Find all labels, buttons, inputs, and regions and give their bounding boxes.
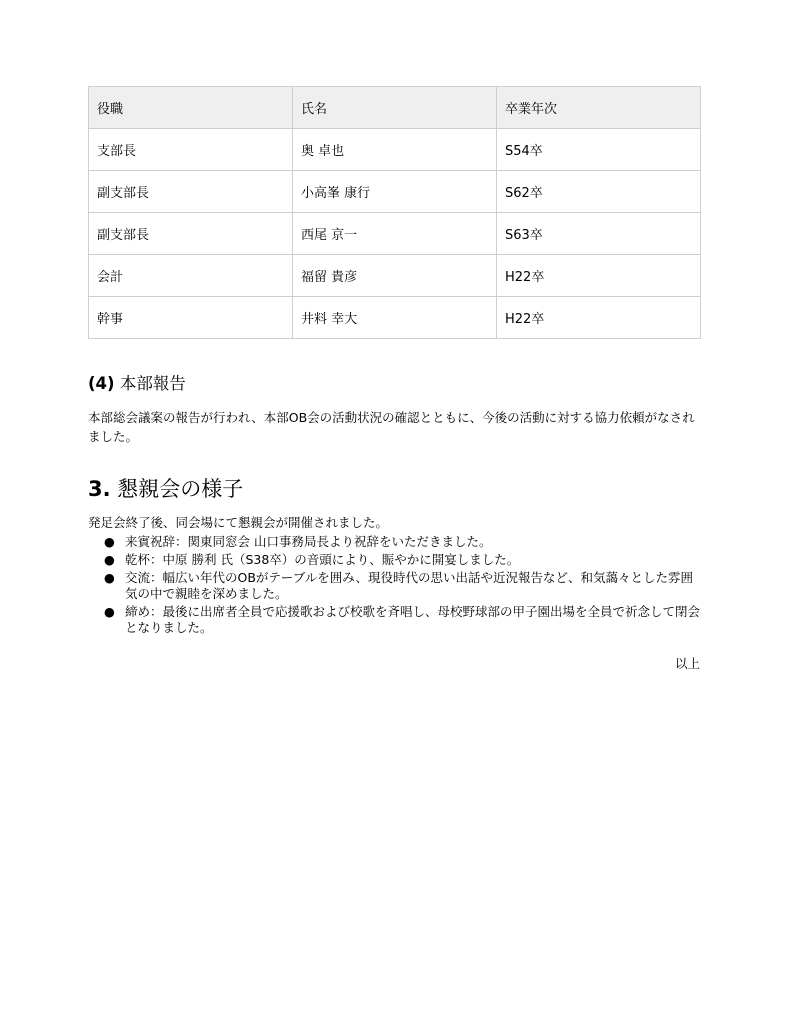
cell-name: 小高峯 康行 bbox=[293, 171, 497, 213]
cell-name: 西尾 京一 bbox=[293, 213, 497, 255]
bullet-icon: ● bbox=[104, 552, 115, 567]
section-number: (4) bbox=[88, 374, 115, 393]
cell-graduation-year: S54卒 bbox=[497, 129, 701, 171]
document-page bbox=[88, 86, 700, 673]
list-item bbox=[88, 570, 700, 602]
table-row bbox=[89, 171, 701, 213]
list-item bbox=[88, 534, 700, 550]
bullet-icon: ● bbox=[104, 570, 115, 585]
table-row bbox=[89, 129, 701, 171]
event-list bbox=[88, 534, 700, 636]
cell-graduation-year: H22卒 bbox=[497, 255, 701, 297]
cell-name: 福留 貴彦 bbox=[293, 255, 497, 297]
list-item-text: 締め：最後に出席者全員で応援歌および校歌を斉唱し、母校野球部の甲子園出場を全員で祈念して閉会となりました。 bbox=[125, 604, 701, 635]
cell-role: 幹事 bbox=[89, 297, 293, 339]
headquarters-report-paragraph: 本部総会議案の報告が行われ、本部OB会の活動状況の確認とともに、今後の活動に対する協力依頼がなされました。 bbox=[88, 410, 695, 444]
bullet-icon: ● bbox=[104, 534, 115, 549]
table-row bbox=[89, 297, 701, 339]
list-item-text: 乾杯：中原 勝利 氏（S38卒）の音頭により、賑やかに開宴しました。 bbox=[125, 552, 520, 567]
cell-name: 奥 卓也 bbox=[293, 129, 497, 171]
section-title: 懇親会の様子 bbox=[117, 477, 244, 501]
list-item bbox=[88, 552, 700, 568]
header-name: 氏名 bbox=[293, 87, 497, 129]
section-heading-social-gathering bbox=[88, 475, 700, 503]
list-item-text: 交流：幅広い年代のOBがテーブルを囲み、現役時代の思い出話や近況報告など、和気藹々とした雰囲気の中で親睦を深めました。 bbox=[125, 570, 694, 601]
cell-graduation-year: S63卒 bbox=[497, 213, 701, 255]
bullet-icon: ● bbox=[104, 604, 115, 619]
header-graduation-year: 卒業年次 bbox=[497, 87, 701, 129]
section-heading-headquarters-report bbox=[88, 373, 700, 395]
closing-remark: 以上 bbox=[674, 656, 700, 671]
cell-role: 副支部長 bbox=[89, 213, 293, 255]
table-row bbox=[89, 255, 701, 297]
cell-graduation-year: H22卒 bbox=[497, 297, 701, 339]
list-item-text: 来賓祝辞：関東同窓会 山口事務局長より祝辞をいただきました。 bbox=[125, 534, 492, 549]
cell-name: 井料 幸大 bbox=[293, 297, 497, 339]
cell-role: 支部長 bbox=[89, 129, 293, 171]
cell-role: 副支部長 bbox=[89, 171, 293, 213]
list-item bbox=[88, 604, 700, 636]
cell-role: 会計 bbox=[89, 255, 293, 297]
table-row bbox=[89, 213, 701, 255]
header-role: 役職 bbox=[89, 87, 293, 129]
section-number: 3. bbox=[88, 477, 111, 501]
section-title: 本部報告 bbox=[119, 374, 186, 393]
social-gathering-intro: 発足会終了後、同会場にて懇親会が開催されました。 bbox=[88, 515, 389, 530]
cell-graduation-year: S62卒 bbox=[497, 171, 701, 213]
officers-table bbox=[88, 86, 701, 339]
table-header-row bbox=[89, 87, 701, 129]
